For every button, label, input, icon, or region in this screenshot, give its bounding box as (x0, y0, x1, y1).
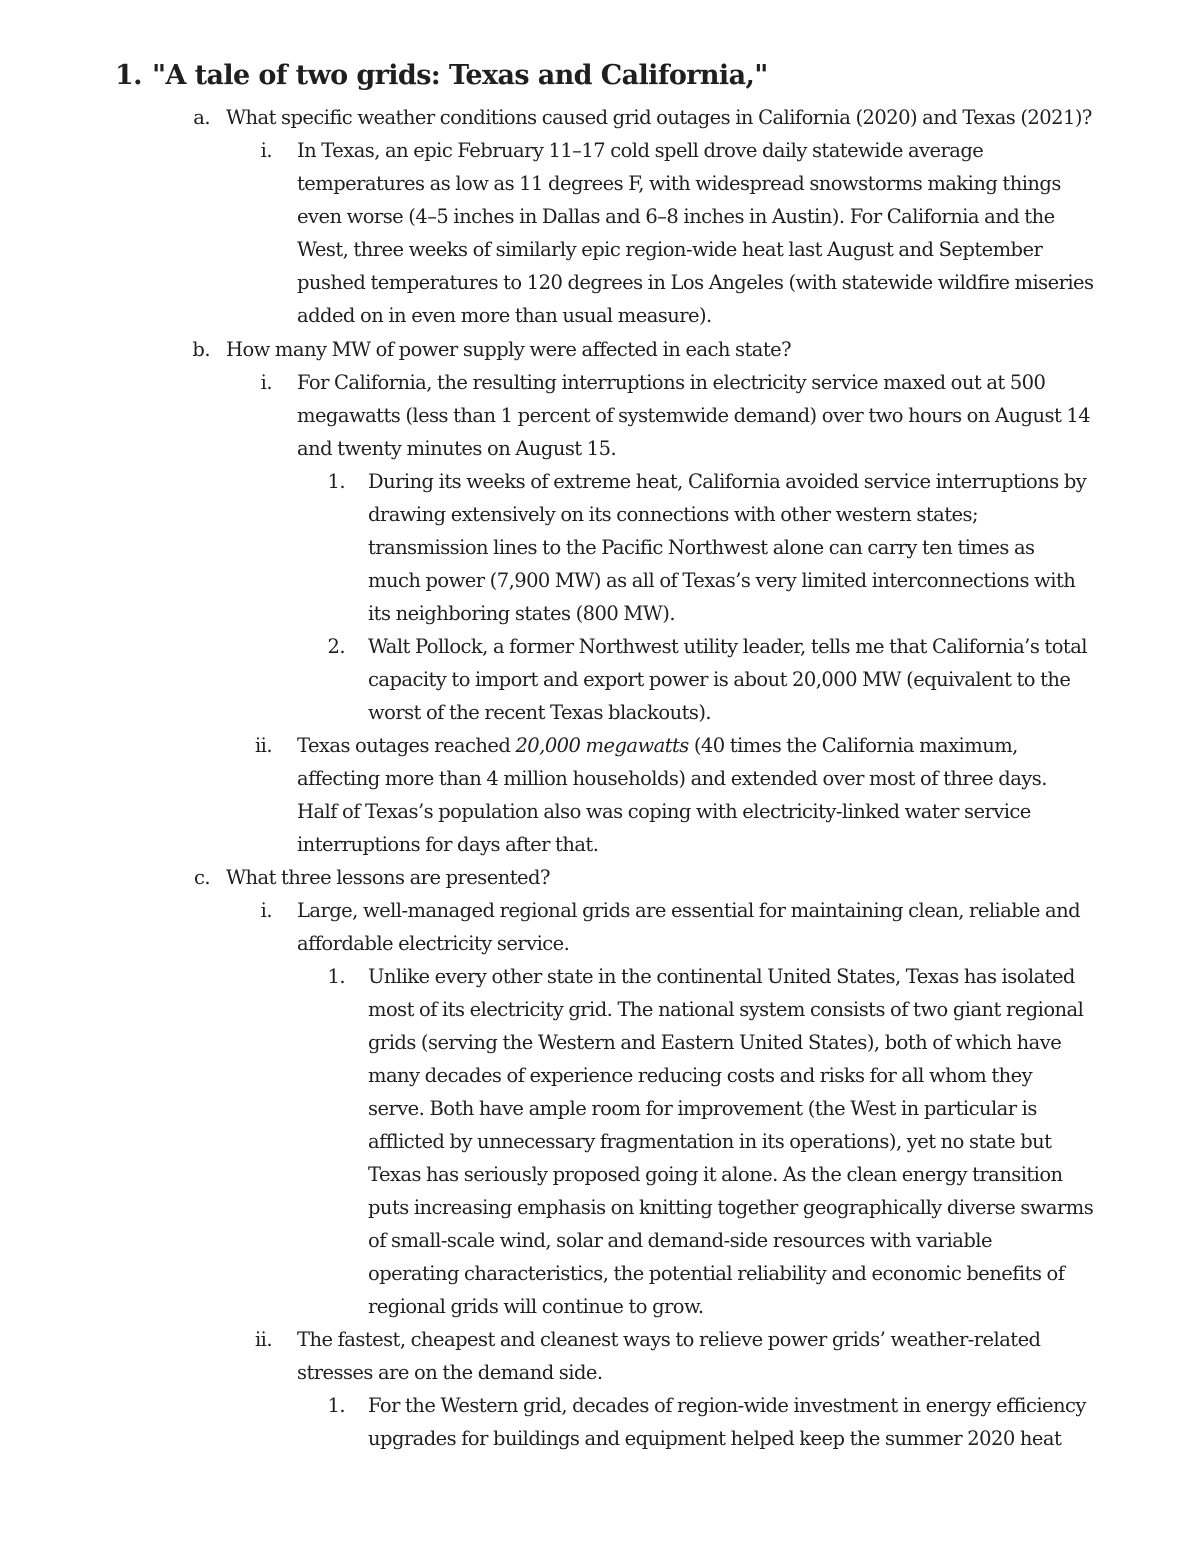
list-marker-b-i-1: 1. (327, 470, 345, 493)
text-line: Large, well-managed regional grids are essential for maintaining clean, reliable and (297, 899, 1081, 922)
text-line: serve. Both have ample room for improvement (the West in particular is (368, 1097, 1037, 1120)
text-line: Texas has seriously proposed going it alone. As the clean energy transition (368, 1163, 1063, 1186)
text-line: added on in even more than usual measure). (297, 304, 712, 327)
list-marker-a-i: i. (260, 139, 272, 162)
text-line: For California, the resulting interruptions in electricity service maxed out at 500 (297, 371, 1046, 394)
text-line: West, three weeks of similarly epic region-wide heat last August and September (297, 238, 1043, 261)
text-line: of small-scale wind, solar and demand-side resources with variable (368, 1229, 992, 1252)
text-line: its neighboring states (800 MW). (368, 602, 675, 625)
text-line: temperatures as low as 11 degrees F, with widespread snowstorms making things (297, 172, 1061, 195)
text-line (297, 734, 1018, 758)
text-line: In Texas, an epic February 11–17 cold spell drove daily statewide average (297, 139, 984, 162)
question-a: What specific weather conditions caused grid outages in California (2020) and Texas (2021)? (226, 106, 1092, 129)
list-marker-b-i-2: 2. (327, 635, 345, 658)
list-marker-b-ii: ii. (254, 734, 272, 757)
text-line: affecting more than 4 million households) and extended over most of three days. (297, 767, 1047, 790)
text-line: transmission lines to the Pacific Northwest alone can carry ten times as (368, 536, 1035, 559)
text-line: operating characteristics, the potential reliability and economic benefits of (368, 1262, 1065, 1285)
text-line: pushed temperatures to 120 degrees in Los Angeles (with statewide wildfire miseries (297, 271, 1094, 294)
text-line: and twenty minutes on August 15. (297, 437, 617, 460)
heading-title: "A tale of two grids: Texas and California," (152, 60, 768, 91)
list-marker-c-ii-1: 1. (327, 1394, 345, 1417)
text-line: During its weeks of extreme heat, California avoided service interruptions by (368, 470, 1087, 493)
list-marker-a: a. (193, 106, 210, 129)
text-line: upgrades for buildings and equipment helped keep the summer 2020 heat (368, 1427, 1062, 1450)
text-line: worst of the recent Texas blackouts). (368, 701, 712, 724)
heading-number: 1. (115, 60, 142, 91)
question-b: How many MW of power supply were affected in each state? (226, 338, 792, 361)
list-marker-b-i: i. (260, 371, 272, 394)
list-marker-c-i: i. (260, 899, 272, 922)
text-line: capacity to import and export power is about 20,000 MW (equivalent to the (368, 668, 1071, 691)
text-line: The fastest, cheapest and cleanest ways to relieve power grids’ weather-related (297, 1328, 1041, 1351)
text-line: Walt Pollock, a former Northwest utility leader, tells me that California’s total (368, 635, 1087, 658)
emphasized-text: 20,000 megawatts (515, 734, 689, 757)
question-c: What three lessons are presented? (226, 866, 550, 889)
text-line: regional grids will continue to grow. (368, 1295, 704, 1318)
list-marker-c: c. (193, 866, 210, 889)
text-line: drawing extensively on its connections with other western states; (368, 503, 978, 526)
text-line: For the Western grid, decades of region-wide investment in energy efficiency (368, 1394, 1086, 1417)
text-segment: (40 times the California maximum, (688, 734, 1018, 757)
text-line: many decades of experience reducing costs and risks for all whom they (368, 1064, 1033, 1087)
text-line: megawatts (less than 1 percent of systemwide demand) over two hours on August 14 (297, 404, 1091, 427)
text-segment: Texas outages reached (297, 734, 516, 757)
list-marker-c-i-1: 1. (327, 965, 345, 988)
text-line: much power (7,900 MW) as all of Texas’s very limited interconnections with (368, 569, 1076, 592)
text-line: puts increasing emphasis on knitting together geographically diverse swarms (368, 1196, 1094, 1219)
text-line: affordable electricity service. (297, 932, 570, 955)
text-line: Half of Texas’s population also was coping with electricity-linked water service (297, 800, 1031, 823)
list-marker-b: b. (192, 338, 210, 361)
text-line: grids (serving the Western and Eastern United States), both of which have (368, 1031, 1062, 1054)
text-line: Unlike every other state in the continental United States, Texas has isolated (368, 965, 1075, 988)
list-marker-c-ii: ii. (254, 1328, 272, 1351)
text-line: afflicted by unnecessary fragmentation in its operations), yet no state but (368, 1130, 1052, 1153)
text-line: most of its electricity grid. The national system consists of two giant regional (368, 998, 1084, 1021)
text-line: even worse (4–5 inches in Dallas and 6–8 inches in Austin). For California and the (297, 205, 1055, 228)
text-line: stresses are on the demand side. (297, 1361, 603, 1384)
text-line: interruptions for days after that. (297, 833, 599, 856)
